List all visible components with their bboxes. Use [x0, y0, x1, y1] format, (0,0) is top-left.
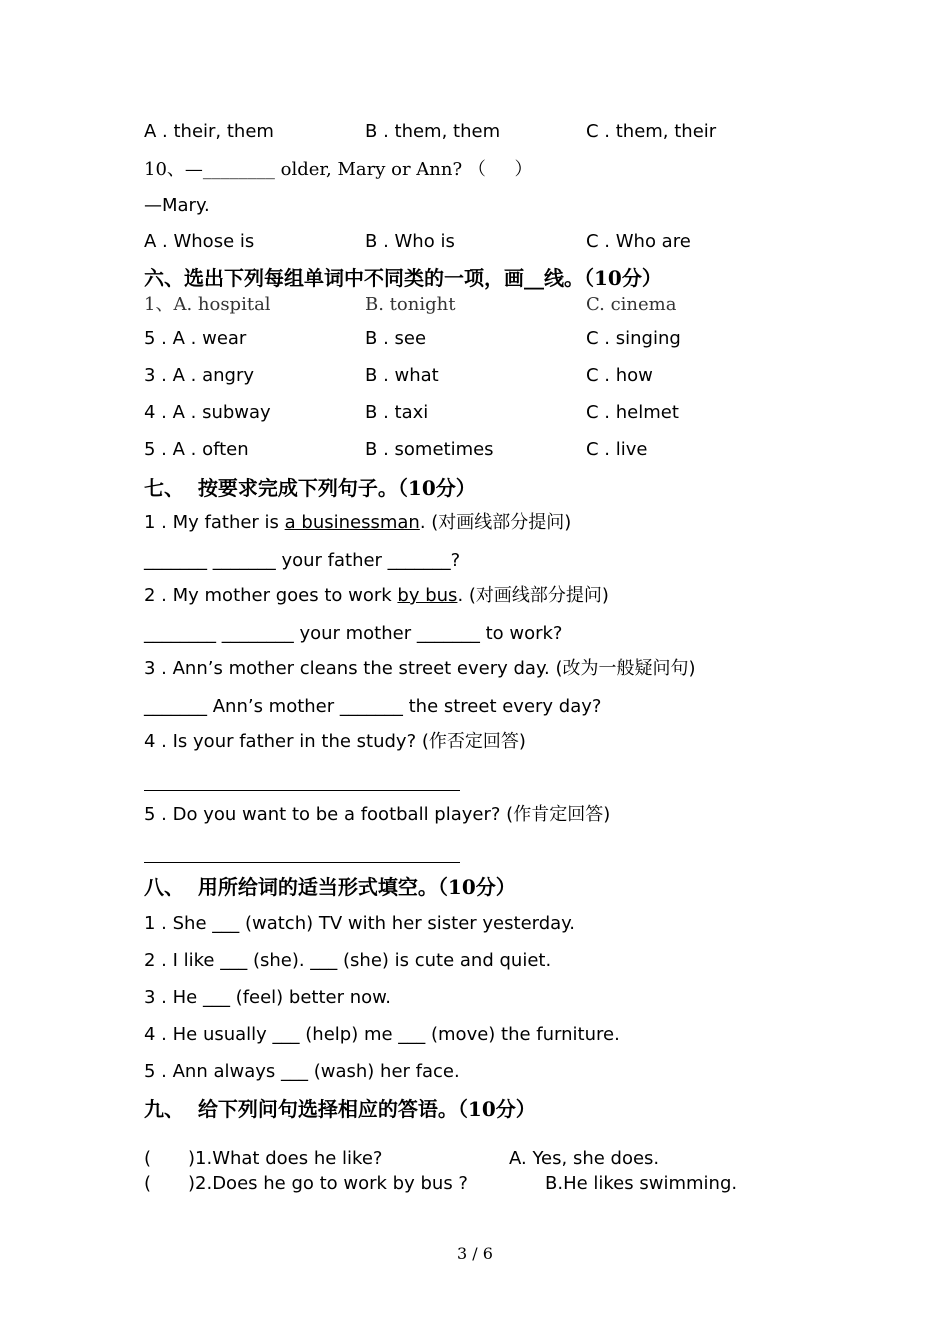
s9-q2-answer: B.He likes swimming.: [545, 1173, 738, 1194]
page-number: 3 / 6: [457, 1244, 493, 1263]
s9-q1-answer: A. Yes, she does.: [509, 1148, 660, 1169]
s6-row3-b: B . what: [365, 365, 439, 386]
s7-q1-underlined: a businessman: [284, 512, 420, 533]
s7-q3: 3 . Ann’s mother cleans the street every day. (改为一般疑问句): [144, 658, 696, 679]
s6-row1-b: B. tonight: [365, 294, 456, 315]
s6-row4-b: B . taxi: [365, 402, 429, 423]
s6-row4-a: 4 . A . subway: [144, 402, 271, 423]
q10-question: 10、—________ older, Mary or Ann? （ ）: [144, 159, 533, 180]
q10-option-b: B . Who is: [365, 231, 455, 252]
s6-row5-b: B . sometimes: [365, 439, 494, 460]
s7-q1-pre: 1 . My father is: [144, 512, 285, 533]
s7-q5-answer-line: [144, 862, 460, 863]
s9-q2-paren: (: [144, 1173, 152, 1194]
section8-heading: 八、 用所给词的适当形式填空。（10分）: [144, 875, 516, 899]
s7-q2-pre: 2 . My mother goes to work: [144, 585, 398, 606]
q10-option-a: A . Whose is: [144, 231, 255, 252]
section7-heading: 七、 按要求完成下列句子。（10分）: [144, 476, 476, 500]
s7-q2: [144, 585, 609, 607]
s9-q1-question: )1.What does he like?: [188, 1148, 383, 1169]
s6-row1-a: 1、A. hospital: [144, 294, 271, 315]
q9-option-b: B . them, them: [365, 121, 501, 142]
s7-q1-blank: _______ _______ your father _______?: [144, 550, 461, 571]
s6-row5-c: C . live: [586, 439, 648, 460]
s9-q1-paren: (: [144, 1148, 152, 1169]
s7-q2-post: . (对画线部分提问): [457, 585, 609, 606]
s6-row2-a: 5 . A . wear: [144, 328, 247, 349]
s6-row4-c: C . helmet: [586, 402, 679, 423]
s6-row3-c: C . how: [586, 365, 653, 386]
s6-row2-c: C . singing: [586, 328, 681, 349]
s8-item-4: 4 . He usually ___ (help) me ___ (move) the furniture.: [144, 1024, 620, 1045]
section9-heading: 九、 给下列问句选择相应的答语。（10分）: [144, 1097, 536, 1121]
s7-q4: 4 . Is your father in the study? (作否定回答): [144, 731, 526, 752]
s9-q2-question: )2.Does he go to work by bus ?: [188, 1173, 468, 1194]
s6-row3-a: 3 . A . angry: [144, 365, 255, 386]
s8-item-5: 5 . Ann always ___ (wash) her face.: [144, 1061, 460, 1082]
s7-q3-blank: _______ Ann’s mother _______ the street every day?: [144, 696, 602, 717]
s7-q1-post: . (对画线部分提问): [419, 512, 572, 533]
s7-q1: [144, 512, 571, 534]
section6-heading: 六、选出下列每组单词中不同类的一项，画__线。（10分）: [144, 266, 662, 290]
s7-q4-answer-line: [144, 790, 460, 791]
s6-row1-c: C. cinema: [586, 294, 677, 315]
s7-q2-underlined: by bus: [397, 585, 458, 606]
s7-q2-blank: ________ ________ your mother _______ to work?: [144, 623, 563, 644]
s8-item-2: 2 . I like ___ (she). ___ (she) is cute and quiet.: [144, 950, 552, 971]
s6-row5-a: 5 . A . often: [144, 439, 249, 460]
s8-item-3: 3 . He ___ (feel) better now.: [144, 987, 391, 1008]
q10-answer: —Mary.: [144, 195, 210, 216]
q9-option-c: C . them, their: [586, 121, 717, 142]
q9-option-a: A . their, them: [144, 121, 274, 142]
s8-item-1: 1 . She ___ (watch) TV with her sister yesterday.: [144, 913, 575, 934]
s6-row2-b: B . see: [365, 328, 427, 349]
q10-option-c: C . Who are: [586, 231, 691, 252]
s7-q5: 5 . Do you want to be a football player? (作肯定回答): [144, 804, 611, 825]
